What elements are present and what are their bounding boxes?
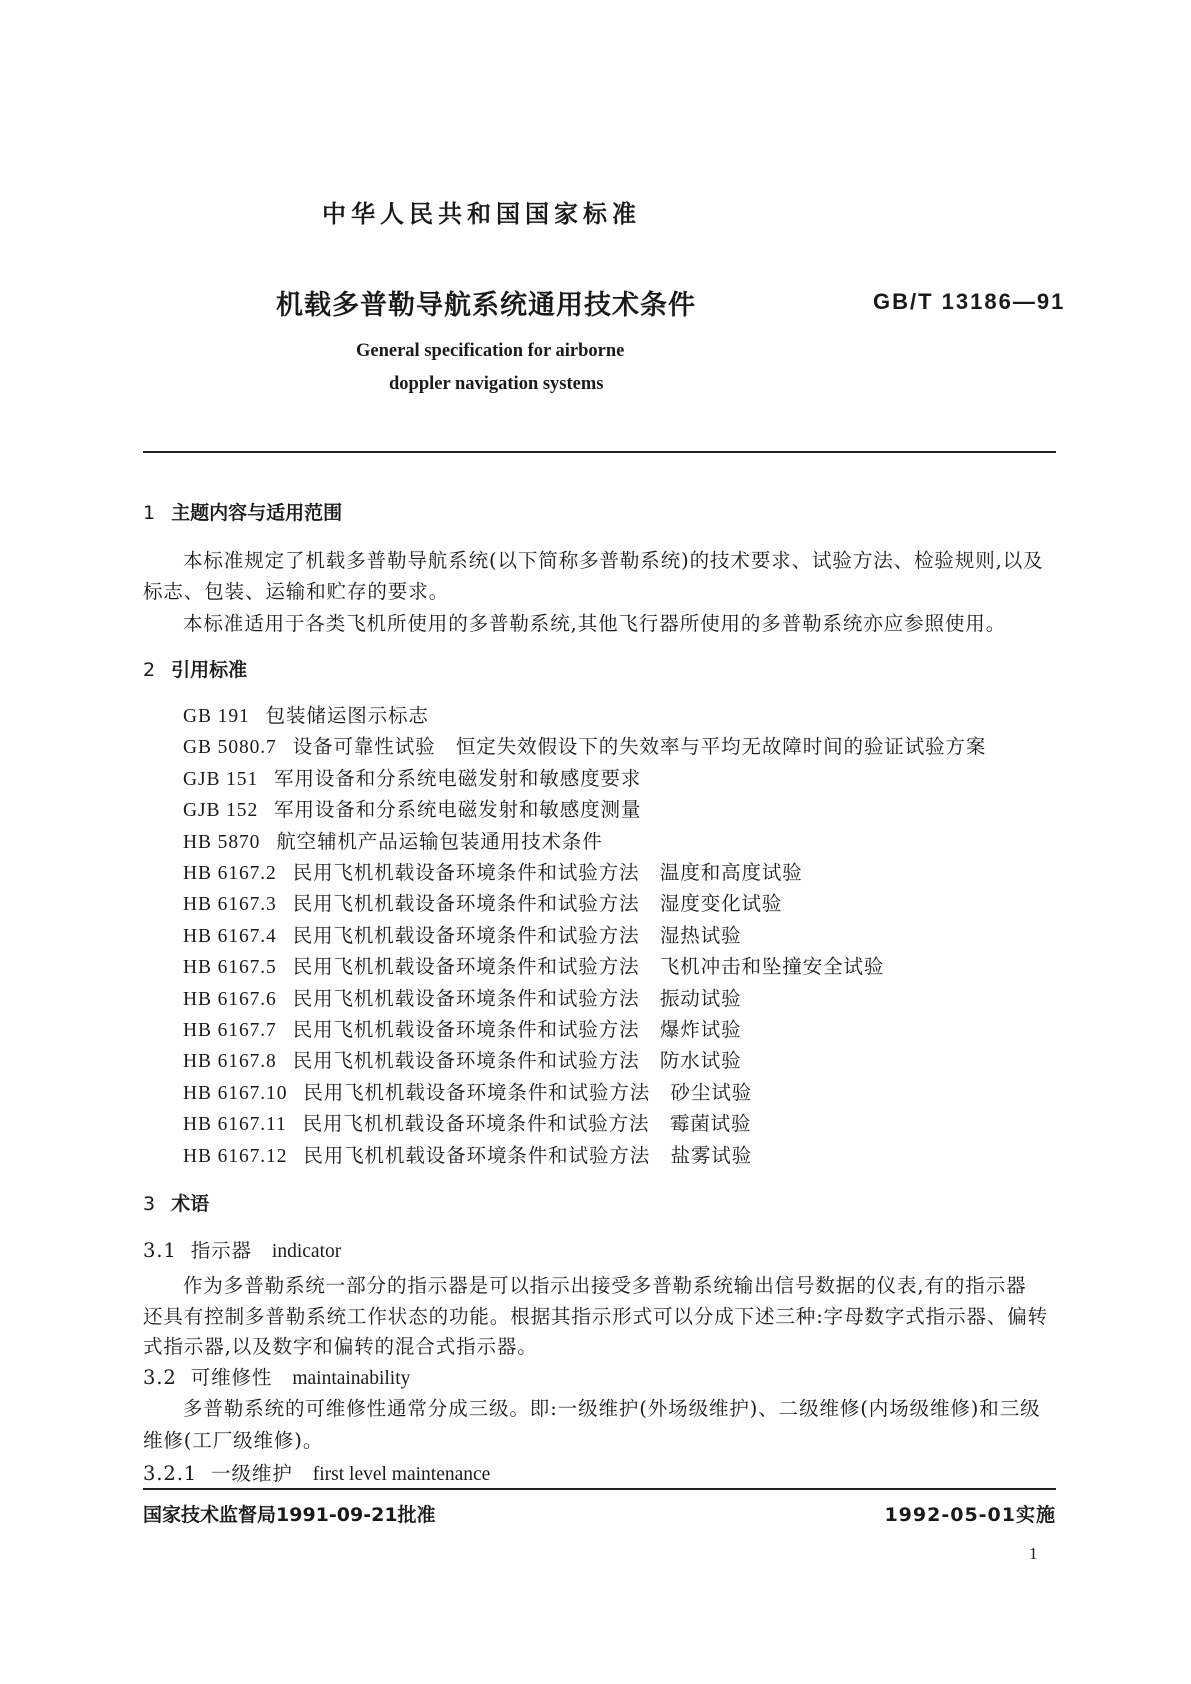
header-divider	[143, 451, 1056, 453]
reference-title: 民用飞机机载设备环境条件和试验方法 湿热试验	[292, 923, 742, 947]
reference-item	[183, 731, 986, 759]
paragraph-line: 多普勒系统的可维修性通常分成三级。即:一级维护(外场级维护)、二级维修(内场级维修)和三级	[183, 1397, 1041, 1420]
reference-code: GB 191	[183, 706, 250, 727]
national-standard-header: 中华人民共和国国家标准	[322, 200, 641, 228]
approval-date: 国家技术监督局1991-09-21批准	[143, 1504, 436, 1526]
reference-code: GB 5080.7	[183, 737, 277, 759]
term-name: 指示器	[190, 1239, 252, 1262]
reference-item	[183, 1077, 752, 1105]
reference-item	[183, 1140, 752, 1168]
reference-title: 民用飞机机载设备环境条件和试验方法 防水试验	[292, 1049, 742, 1073]
reference-code: HB 6167.3	[183, 894, 277, 916]
document-title: 机载多普勒导航系统通用技术条件	[276, 290, 696, 321]
reference-item	[183, 794, 641, 822]
section-title: 主题内容与适用范围	[171, 502, 343, 524]
reference-code: HB 6167.4	[183, 925, 277, 947]
reference-item	[183, 920, 742, 948]
reference-title: 军用设备和分系统电磁发射和敏感度要求	[274, 766, 642, 790]
effective-date: 1992-05-01实施	[884, 1504, 1056, 1526]
reference-item	[183, 951, 884, 979]
page-number: 1	[1029, 1544, 1038, 1563]
reference-code: HB 6167.10	[183, 1082, 288, 1104]
paragraph-line: 维修(工厂级维修)。	[143, 1429, 324, 1452]
reference-title: 包装储运图示标志	[265, 704, 429, 727]
paragraph-line: 作为多普勒系统一部分的指示器是可以指示出接受多普勒系统输出信号数据的仪表,有的指示器	[183, 1274, 1027, 1297]
term-number: 3.1	[143, 1239, 177, 1262]
reference-code: HB 6167.5	[183, 957, 277, 979]
reference-title: 民用飞机机载设备环境条件和试验方法 湿度变化试验	[292, 892, 783, 916]
reference-title: 民用飞机机载设备环境条件和试验方法 振动试验	[292, 986, 742, 1010]
paragraph-line: 本标准适用于各类飞机所使用的多普勒系统,其他飞行器所使用的多普勒系统亦应参照使用。	[183, 612, 1007, 635]
section-number: 3	[143, 1193, 156, 1215]
reference-code: GJB 152	[183, 800, 259, 822]
reference-item	[183, 983, 742, 1011]
reference-item	[183, 888, 782, 916]
reference-title: 航空辅机产品运输包装通用技术条件	[276, 829, 603, 853]
reference-item	[183, 1108, 751, 1136]
reference-title: 民用飞机机载设备环境条件和试验方法 砂尘试验	[303, 1080, 753, 1104]
footer-divider	[143, 1488, 1056, 1490]
section-3-heading	[143, 1189, 209, 1216]
term-number: 3.2	[143, 1366, 177, 1389]
term-english: maintainability	[292, 1368, 411, 1389]
reference-item	[183, 826, 603, 854]
paragraph-line: 还具有控制多普勒系统工作状态的功能。根据其指示形式可以分成下述三种:字母数字式指示器、偏转	[143, 1305, 1049, 1328]
reference-title: 民用飞机机载设备环境条件和试验方法 盐雾试验	[303, 1143, 753, 1167]
reference-code: HB 6167.2	[183, 863, 277, 884]
reference-title: 民用飞机机载设备环境条件和试验方法 飞机冲击和坠撞安全试验	[292, 955, 885, 979]
term-number: 3.2.1	[143, 1462, 198, 1485]
reference-title: 民用飞机机载设备环境条件和试验方法 霉菌试验	[302, 1112, 752, 1136]
term-3-1-heading	[143, 1235, 341, 1263]
reference-code: HB 6167.6	[183, 988, 277, 1010]
reference-item	[183, 857, 803, 885]
reference-code: HB 6167.8	[183, 1051, 277, 1073]
term-english: first level maintenance	[312, 1464, 491, 1485]
reference-code: HB 6167.7	[183, 1020, 277, 1041]
term-3-2-heading	[143, 1362, 410, 1390]
english-title-line-2: doppler navigation systems	[389, 374, 604, 394]
paragraph-line: 标志、包装、运输和贮存的要求。	[143, 580, 450, 603]
section-number: 1	[143, 502, 156, 524]
term-name: 可维修性	[190, 1366, 273, 1389]
reference-code: GJB 151	[183, 768, 259, 790]
reference-item	[183, 1014, 742, 1042]
reference-title: 设备可靠性试验 恒定失效假设下的失效率与平均无故障时间的验证试验方案	[292, 735, 987, 759]
section-2-heading	[143, 655, 247, 682]
paragraph-line: 本标准规定了机载多普勒导航系统(以下简称多普勒系统)的技术要求、试验方法、检验规则,以及	[183, 549, 1044, 572]
term-english: indicator	[271, 1241, 342, 1262]
reference-title: 军用设备和分系统电磁发射和敏感度测量	[274, 798, 642, 822]
reference-item	[183, 1045, 742, 1073]
paragraph-line: 式指示器,以及数字和偏转的混合式指示器。	[143, 1335, 538, 1358]
section-number: 2	[143, 659, 156, 681]
reference-title: 民用飞机机载设备环境条件和试验方法 温度和高度试验	[292, 861, 803, 884]
reference-code: HB 5870	[183, 831, 261, 853]
reference-code: HB 6167.11	[183, 1114, 287, 1136]
section-title: 术语	[171, 1193, 210, 1215]
section-1-heading	[143, 498, 342, 525]
reference-title: 民用飞机机载设备环境条件和试验方法 爆炸试验	[292, 1018, 742, 1041]
reference-item	[183, 700, 429, 728]
reference-item	[183, 763, 641, 791]
reference-code: HB 6167.12	[183, 1145, 288, 1167]
term-3-2-1-heading	[143, 1458, 490, 1486]
english-title-line-1: General specification for airborne	[356, 341, 625, 361]
standard-code: GB/T 13186—91	[873, 289, 1066, 314]
section-title: 引用标准	[171, 659, 248, 681]
term-name: 一级维护	[211, 1462, 293, 1485]
